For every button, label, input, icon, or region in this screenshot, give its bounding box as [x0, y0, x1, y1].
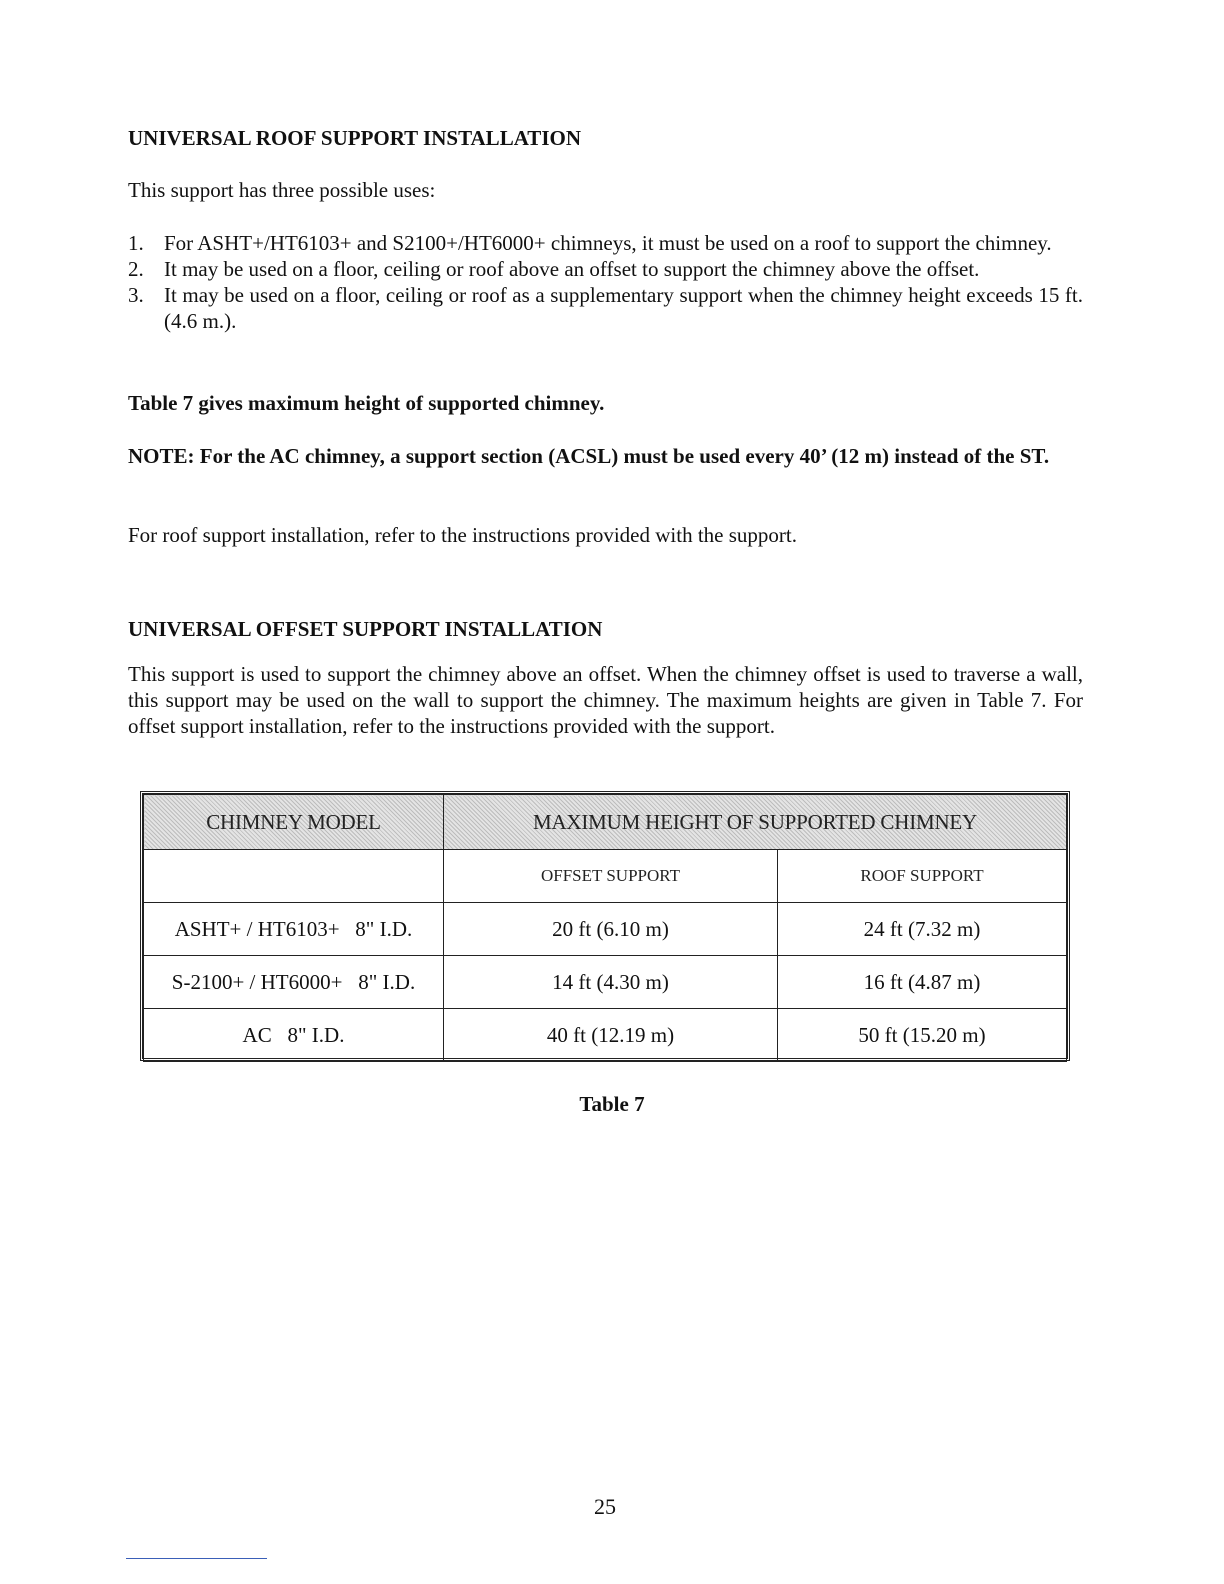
table-row	[144, 1009, 1067, 1062]
roof-support-heading: UNIVERSAL ROOF SUPPORT INSTALLATION	[128, 126, 581, 150]
ac-chimney-note: NOTE: For the AC chimney, a support section (ACSL) must be used every 40’ (12 m) instead of the ST.	[128, 444, 1050, 468]
cell-model: AC 8" I.D.	[144, 1009, 444, 1062]
roof-support-intro: This support has three possible uses:	[128, 178, 436, 202]
cell-model: S-2100+ / HT6000+ 8" I.D.	[144, 956, 444, 1009]
subheader-roof-support: ROOF SUPPORT	[778, 850, 1067, 903]
list-item-number: 2.	[128, 257, 144, 281]
table-row	[144, 903, 1067, 956]
offset-support-heading: UNIVERSAL OFFSET SUPPORT INSTALLATION	[128, 617, 603, 641]
cell-offset-height: 20 ft (6.10 m)	[444, 903, 778, 956]
list-item-number: 3.	[128, 283, 144, 307]
table-row	[144, 956, 1067, 1009]
cell-offset-height: 40 ft (12.19 m)	[444, 1009, 778, 1062]
list-item-text: For ASHT+/HT6103+ and S2100+/HT6000+ chimneys, it must be used on a roof to support the chimney.	[164, 231, 1052, 255]
table-reference: Table 7 gives maximum height of supported chimney.	[128, 391, 605, 415]
header-chimney-model: CHIMNEY MODEL	[144, 795, 444, 850]
list-item	[128, 256, 1083, 282]
footer-rule	[126, 1558, 267, 1559]
cell-roof-height: 16 ft (4.87 m)	[778, 956, 1067, 1009]
list-item	[128, 282, 1083, 334]
subheader-offset-support: OFFSET SUPPORT	[444, 850, 778, 903]
list-item	[128, 230, 1083, 256]
list-item-text: It may be used on a floor, ceiling or roof above an offset to support the chimney above the offset.	[164, 257, 980, 281]
cell-roof-height: 24 ft (7.32 m)	[778, 903, 1067, 956]
subheader-empty-cell	[144, 850, 444, 903]
list-item-number: 1.	[128, 231, 144, 255]
table-caption: Table 7	[579, 1092, 645, 1116]
header-max-height: MAXIMUM HEIGHT OF SUPPORTED CHIMNEY	[444, 795, 1067, 850]
roof-support-uses-list	[128, 230, 1083, 334]
max-height-table	[140, 791, 1070, 1061]
cell-offset-height: 14 ft (4.30 m)	[444, 956, 778, 1009]
page-number: 25	[594, 1494, 616, 1519]
roof-support-instructions: For roof support installation, refer to the instructions provided with the support.	[128, 523, 797, 547]
list-item-text: It may be used on a floor, ceiling or roof as a supplementary support when the chimney height exceeds 15 ft. (4.6 m.).	[164, 283, 1083, 333]
cell-roof-height: 50 ft (15.20 m)	[778, 1009, 1067, 1062]
cell-model: ASHT+ / HT6103+ 8" I.D.	[144, 903, 444, 956]
table-header-row	[144, 795, 1067, 850]
table-subheader-row	[144, 850, 1067, 903]
offset-support-body: This support is used to support the chimney above an offset. When the chimney offset is used to traverse a wall, this support may be used on the wall to support the chimney. The maximum heights are given in Table 7. For offset support installation, refer to the instructions provided with the support.	[128, 662, 1083, 738]
